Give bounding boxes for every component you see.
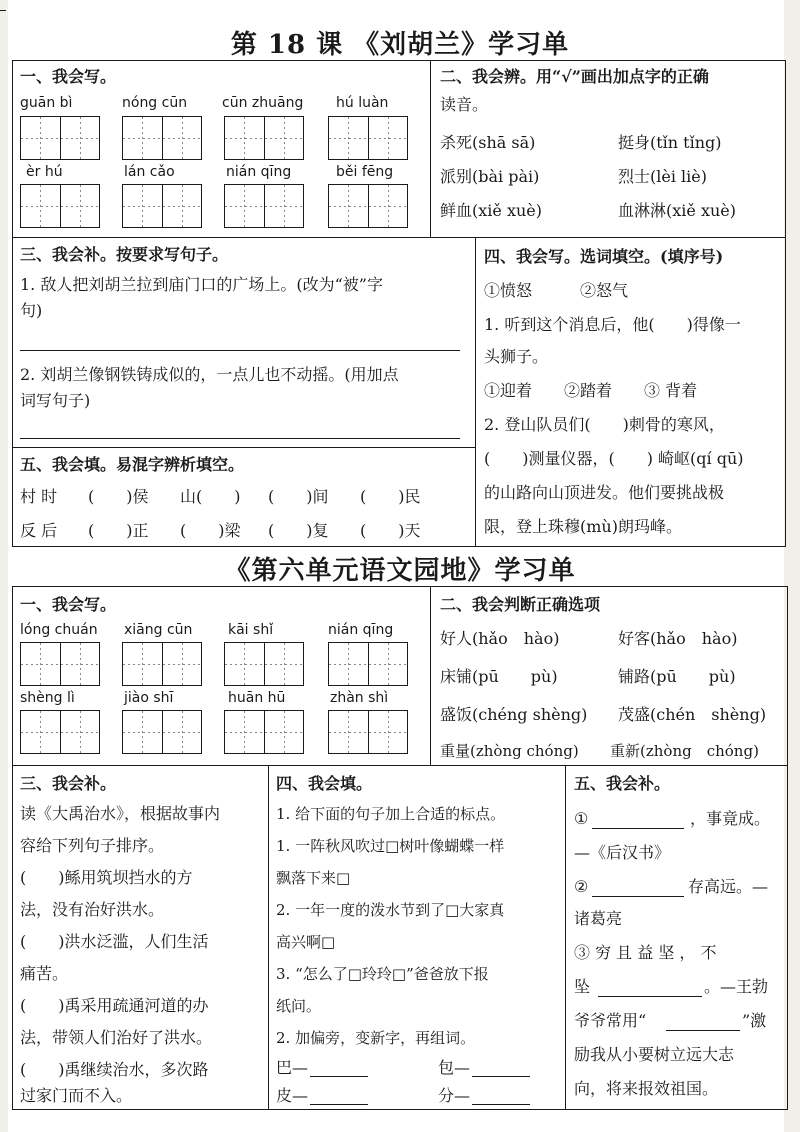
pinyin: guān bì <box>20 95 73 111</box>
radical-task: 2. 加偏旁，变新字，再组词。 <box>276 1029 476 1047</box>
l18-s2-heading-cont: 读音。 <box>440 95 489 114</box>
divider <box>12 765 788 766</box>
pinyin: nián qīng <box>226 164 292 180</box>
writing-grid[interactable] <box>20 184 100 228</box>
radical-word: 巴— <box>276 1058 309 1077</box>
quote-text: ② <box>574 877 589 896</box>
fill-text: 1. 听到这个消息后，他( )得像一 <box>484 315 741 334</box>
quote-text: 坠 <box>574 977 591 996</box>
fill-text: ①愤怒 ②怒气 <box>484 281 629 300</box>
punct-text[interactable]: 1. 一阵秋风吹过□树叶像蝴蝶一样 <box>276 837 505 855</box>
pronunciation-item[interactable]: 烈士(lèi liè) <box>618 167 707 186</box>
radical-word: 皮— <box>276 1086 309 1105</box>
l18-s4-heading: 四、我会写。选词填空。(填序号) <box>484 247 724 266</box>
answer-line[interactable] <box>472 1076 530 1077</box>
char-blank[interactable]: 山( ) <box>180 487 241 506</box>
order-text: 过家门而不入。 <box>20 1086 133 1105</box>
divider <box>430 586 431 766</box>
writing-grid[interactable] <box>224 184 304 228</box>
u6-s5-heading: 五、我会补。 <box>574 774 671 793</box>
quote-text: 诸葛亮 <box>574 909 623 928</box>
answer-line[interactable] <box>20 350 460 351</box>
quote-text: 向，将来报效祖国。 <box>574 1079 719 1098</box>
corner-line <box>0 10 6 11</box>
answer-line[interactable] <box>598 996 702 997</box>
writing-grid[interactable] <box>224 116 304 160</box>
quote-text: ，事竟成。 <box>690 809 771 828</box>
writing-grid[interactable] <box>20 116 100 160</box>
writing-grid[interactable] <box>20 710 100 754</box>
divider <box>268 765 269 1110</box>
char-pair: 村 时 <box>20 487 58 506</box>
pinyin: huān hū <box>228 690 286 706</box>
pinyin: lán cǎo <box>124 164 175 180</box>
order-text: 法，带领人们治好了洪水。 <box>20 1028 213 1047</box>
pinyin: nóng cūn <box>122 95 188 111</box>
pronunciation-item[interactable]: 血淋淋(xiě xuè) <box>618 201 736 220</box>
writing-grid[interactable] <box>20 642 100 686</box>
writing-grid[interactable] <box>328 710 408 754</box>
answer-line[interactable] <box>666 1030 740 1031</box>
writing-grid[interactable] <box>122 642 202 686</box>
quote-text: —《后汉书》 <box>574 843 671 862</box>
order-item[interactable]: ( )禹继续治水，多次路 <box>20 1060 209 1079</box>
option-item[interactable]: 重新(zhòng chóng) <box>610 742 759 760</box>
quote-text: ③ 穷 且 益 坚 ， 不 <box>574 943 717 962</box>
punct-text: 1. 给下面的句子加上合适的标点。 <box>276 805 506 823</box>
pinyin: zhàn shì <box>330 690 389 706</box>
u6-s3-heading: 三、我会补。 <box>20 774 117 793</box>
writing-grid[interactable] <box>328 116 408 160</box>
writing-grid[interactable] <box>122 710 202 754</box>
fill-text: 2. 登山队员们( )刺骨的寒风， <box>484 415 725 434</box>
pinyin: jiào shī <box>124 690 174 706</box>
pronunciation-item[interactable]: 派别(bài pài) <box>440 167 540 186</box>
char-blank[interactable]: ( )民 <box>360 487 421 506</box>
fill-text: 头狮子。 <box>484 347 549 366</box>
order-text: 法，没有治好洪水。 <box>20 900 165 919</box>
pinyin: lóng chuán <box>20 622 98 638</box>
fill-text: ①迎着 ②踏着 ③ 背着 <box>484 381 698 400</box>
punct-text[interactable]: 飘落下来□ <box>276 869 351 887</box>
pinyin: hú luàn <box>336 95 389 111</box>
writing-grid[interactable] <box>224 710 304 754</box>
order-text: 容给下列句子排序。 <box>20 836 165 855</box>
sentence-task: 句) <box>20 301 43 320</box>
answer-line[interactable] <box>592 896 684 897</box>
fill-text: 限，登上珠穆(mù)朗玛峰。 <box>484 517 682 536</box>
char-pair: 反 后 <box>20 521 58 540</box>
punct-text[interactable]: 2. 一年一度的泼水节到了□大家真 <box>276 901 505 919</box>
char-blank[interactable]: ( )侯 <box>88 487 149 506</box>
option-item[interactable]: 盛饭(chéng shèng) <box>440 705 588 724</box>
quote-text: ”激 <box>742 1011 767 1030</box>
punct-text[interactable]: 高兴啊□ <box>276 933 336 951</box>
divider <box>12 447 475 448</box>
answer-line[interactable] <box>310 1104 368 1105</box>
pinyin: èr hú <box>26 164 63 180</box>
answer-line[interactable] <box>310 1076 368 1077</box>
l18-s1-heading: 一、我会写。 <box>20 67 117 86</box>
u6-s4-heading: 四、我会填。 <box>276 774 373 793</box>
l18-s5-heading: 五、我会填。易混字辨析填空。 <box>20 455 245 474</box>
sentence-task: 2. 刘胡兰像钢铁铸成似的，一点儿也不动摇。(用加点 <box>20 365 399 384</box>
char-blank[interactable]: ( )复 <box>268 521 329 540</box>
lesson18-title: 第 18 课 《刘胡兰》学习单 <box>230 30 570 60</box>
pronunciation-item[interactable]: 杀死(shā sā) <box>440 133 536 152</box>
answer-line[interactable] <box>592 828 684 829</box>
divider <box>12 237 786 238</box>
radical-word: 包— <box>438 1058 471 1077</box>
answer-line[interactable] <box>20 438 460 439</box>
u6-s1-heading: 一、我会写。 <box>20 595 117 614</box>
fill-text: 的山路向山顶进发。他们要挑战极 <box>484 483 725 502</box>
writing-grid[interactable] <box>122 184 202 228</box>
pinyin: běi fēng <box>336 164 394 180</box>
l18-s3-heading: 三、我会补。按要求写句子。 <box>20 245 229 264</box>
option-item[interactable]: 好客(hǎo hào) <box>618 629 738 648</box>
quote-text: 存高远。— <box>688 877 769 896</box>
answer-line[interactable] <box>472 1104 530 1105</box>
option-item[interactable]: 重量(zhòng chóng) <box>440 742 579 760</box>
order-item[interactable]: ( )洪水泛滥，人们生活 <box>20 932 209 951</box>
writing-grid[interactable] <box>328 184 408 228</box>
pronunciation-item[interactable]: 鲜血(xiě xuè) <box>440 201 542 220</box>
radical-word: 分— <box>438 1086 471 1105</box>
l18-s2-heading: 二、我会辨。用“√”画出加点字的正确 <box>440 67 709 86</box>
punct-text[interactable]: 3. “怎么了□玲玲□”爸爸放下报 <box>276 965 489 983</box>
divider <box>565 765 566 1110</box>
pinyin: shèng lì <box>20 690 75 706</box>
option-item[interactable]: 茂盛(chén shèng) <box>618 705 767 724</box>
order-text: 痛苦。 <box>20 964 69 983</box>
punct-text: 纸问。 <box>276 997 322 1015</box>
char-blank[interactable]: ( )正 <box>88 521 149 540</box>
char-blank[interactable]: ( )间 <box>268 487 329 506</box>
fill-text: ( )测量仪器，( ) 崎岖(qí qū) <box>484 449 744 468</box>
writing-grid[interactable] <box>328 642 408 686</box>
char-blank[interactable]: ( )梁 <box>180 521 241 540</box>
option-item[interactable]: 铺路(pū pù) <box>618 667 736 686</box>
pinyin: kāi shǐ <box>228 622 274 638</box>
option-item[interactable]: 好人(hǎo hào) <box>440 629 560 648</box>
char-blank[interactable]: ( )天 <box>360 521 421 540</box>
pinyin: cūn zhuāng <box>222 95 304 111</box>
writing-grid[interactable] <box>122 116 202 160</box>
divider <box>430 60 431 238</box>
unit6-title: 《第六单元语文园地》学习单 <box>224 556 576 586</box>
divider <box>475 237 476 547</box>
order-text: 读《大禹治水》，根据故事内 <box>20 804 221 823</box>
u6-s2-heading: 二、我会判断正确选项 <box>440 595 601 614</box>
quote-text: 。—王勃 <box>704 977 769 996</box>
quote-text: 励我从小要树立远大志 <box>574 1045 735 1064</box>
order-item[interactable]: ( )禹采用疏通河道的办 <box>20 996 209 1015</box>
pinyin: nián qīng <box>328 622 394 638</box>
sentence-task: 词写句子) <box>20 391 91 410</box>
pronunciation-item[interactable]: 挺身(tǐn tǐng) <box>618 133 722 152</box>
quote-text: 爷爷常用“ <box>574 1011 647 1030</box>
quote-text: ① <box>574 809 589 828</box>
order-item[interactable]: ( )鲧用筑坝挡水的方 <box>20 868 193 887</box>
sentence-task: 1. 敌人把刘胡兰拉到庙门口的广场上。(改为“被”字 <box>20 275 383 294</box>
writing-grid[interactable] <box>224 642 304 686</box>
option-item[interactable]: 床铺(pū pù) <box>440 667 558 686</box>
pinyin: xiāng cūn <box>124 622 193 638</box>
